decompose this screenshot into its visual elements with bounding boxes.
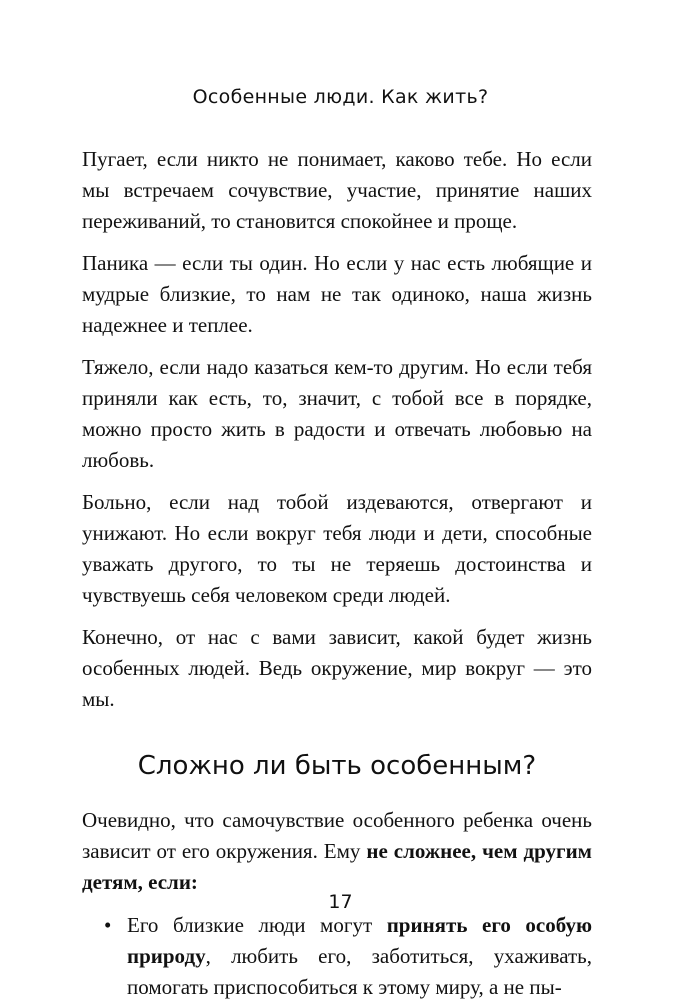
page-body [82,144,592,1003]
running-head: Особенные люди. Как жить? [192,86,489,108]
bullet-item [82,910,592,1003]
paragraph-2: Паника — если ты один. Но если у нас есть любящие и мудрые близкие, то нам не так одиноко, наша жизнь надежнее и теплее. [82,251,592,337]
bullet-text-start: Его близкие люди могут [127,913,387,937]
bullet-bold-text: принять его особую природу [127,913,592,968]
paragraph-4: Больно, если над тобой издеваются, отвергают и унижают. Но если вокруг тебя люди и дети, способные уважать другого, то ты не теряешь достоинства и чувствуешь себя человеком среди людей. [82,490,592,607]
intro-text: Очевидно, что самочувствие особенного ребенка очень зависит от его окружения. Ему [82,808,592,863]
intro-paragraph [82,805,592,898]
paragraph-5: Конечно, от нас с вами зависит, какой будет жизнь особенных людей. Ведь окружение, мир вокруг — это мы. [82,625,592,711]
paragraph-1: Пугает, если никто не понимает, каково тебе. Но если мы встречаем сочувствие, участие, принятие наших переживаний, то становится спокойнее и проще. [82,147,592,233]
bullet-list [82,910,592,1003]
paragraph-3: Тяжело, если надо казаться кем-то другим. Но если тебя приняли как есть, то, значит, с тобой все в порядке, можно просто жить в радости и отвечать любовью на любовь. [82,355,592,472]
section-heading: Сложно ли быть особенным? [137,751,537,781]
bullet-text-end: , любить его, заботиться, ухаживать, помогать приспособиться к этому миру, а не пы- [127,944,592,999]
intro-bold-text: не сложнее, чем другим детям, если: [82,839,592,894]
page-number: 17 [328,891,353,913]
bullet-icon: • [104,913,112,937]
